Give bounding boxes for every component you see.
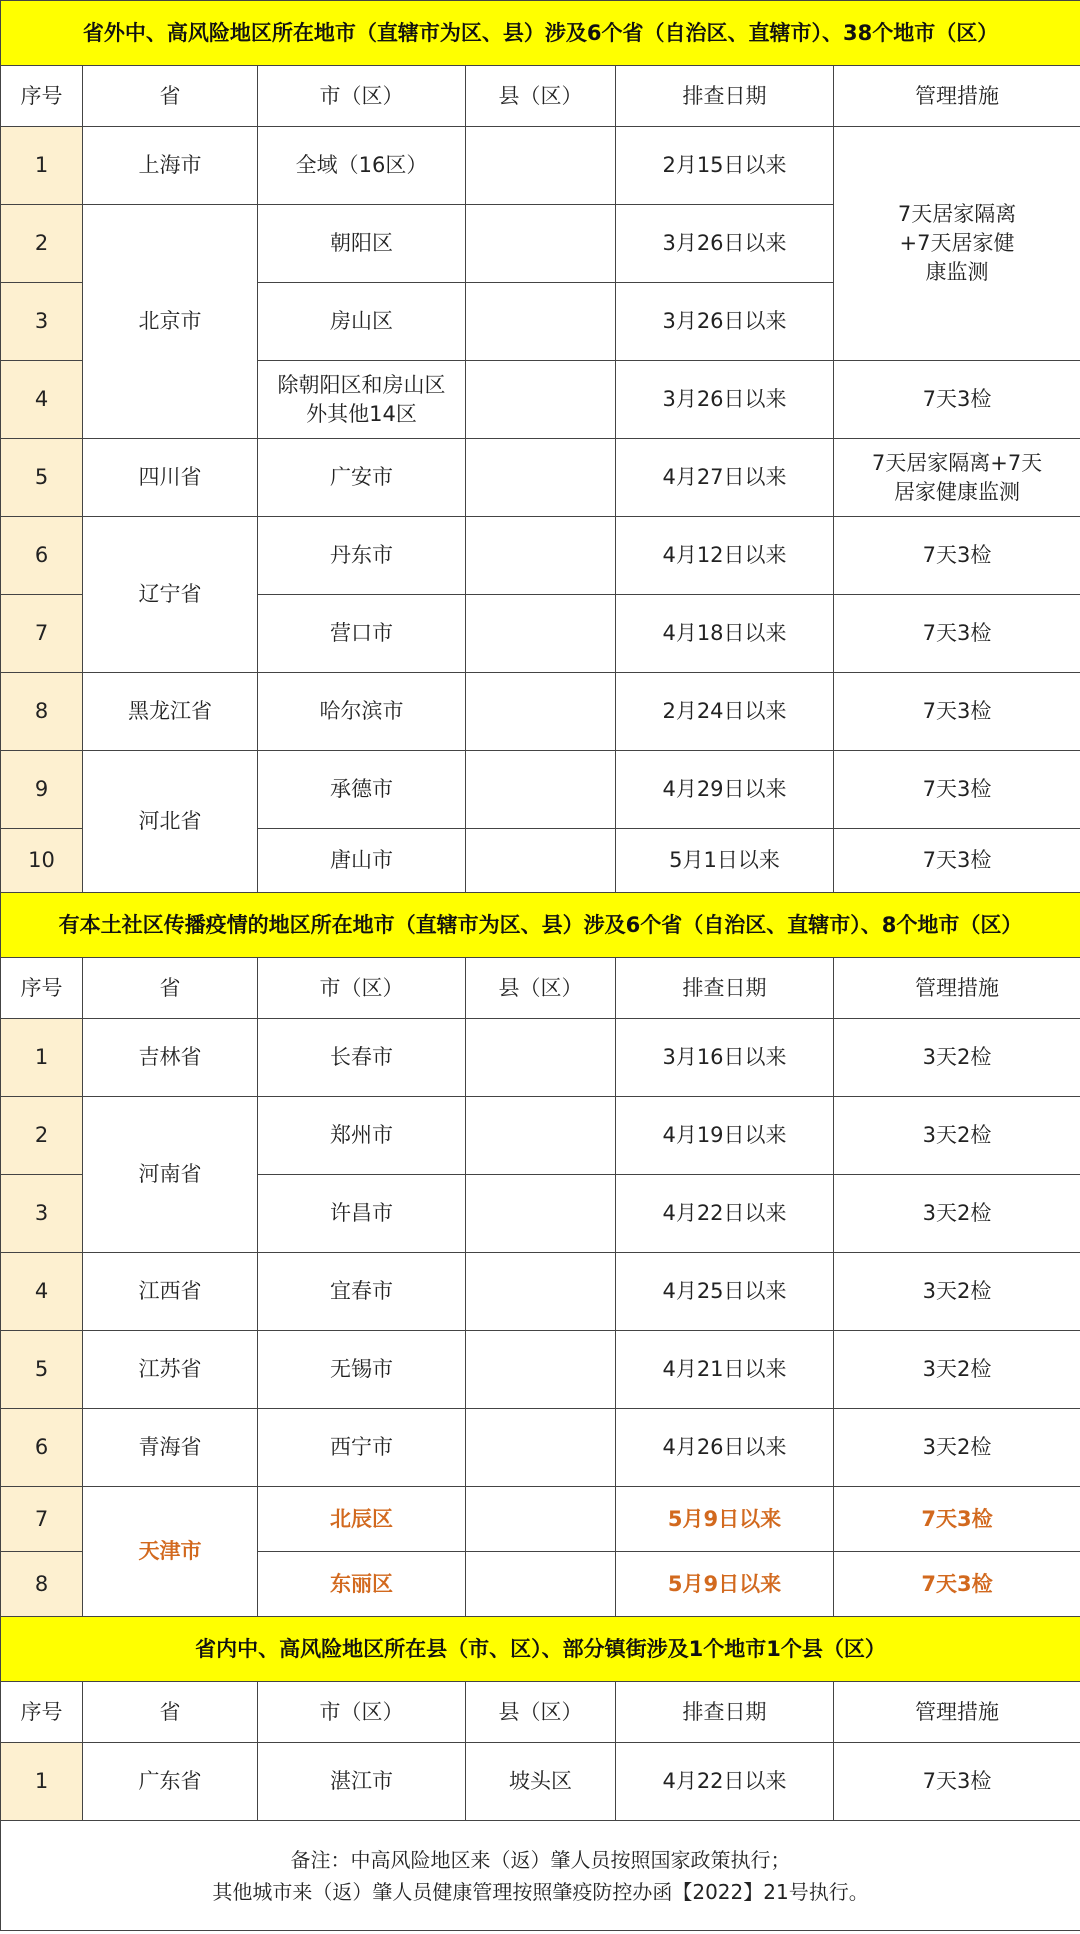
county-cell: [466, 1019, 616, 1097]
header-cell: 序号: [1, 66, 83, 127]
section-title: 省外中、高风险地区所在地市（直辖市为区、县）涉及6个省（自治区、直辖市）、38个地市（区）: [1, 1, 1080, 66]
header-cell: 序号: [1, 1682, 83, 1743]
table-row: [1, 1253, 1080, 1331]
measure-cell: 7天3检: [834, 1552, 1080, 1617]
measure-cell: 7天3检: [834, 361, 1080, 439]
city-cell: 广安市: [258, 439, 466, 517]
measure-cell: 3天2检: [834, 1409, 1080, 1487]
row-index: 5: [1, 439, 83, 517]
measure-cell: 3天2检: [834, 1097, 1080, 1175]
city-cell: 朝阳区: [258, 205, 466, 283]
county-cell: [466, 439, 616, 517]
province-cell: 青海省: [83, 1409, 258, 1487]
table-row: [1, 1097, 1080, 1175]
county-cell: [466, 1175, 616, 1253]
date-cell: 2月24日以来: [616, 673, 834, 751]
table-row: [1, 751, 1080, 829]
county-cell: [466, 283, 616, 361]
measure-cell: 7天3检: [834, 595, 1080, 673]
date-cell: 4月22日以来: [616, 1743, 834, 1821]
city-cell: 东丽区: [258, 1552, 466, 1617]
measure-cell: 7天居家隔离+7天居家健康监测: [834, 439, 1080, 517]
province-cell: 四川省: [83, 439, 258, 517]
measure-cell: 3天2检: [834, 1253, 1080, 1331]
table-row: [1, 673, 1080, 751]
province-cell: 辽宁省: [83, 517, 258, 673]
header-cell: 市（区）: [258, 1682, 466, 1743]
county-cell: [466, 595, 616, 673]
measure-cell: 7天3检: [834, 673, 1080, 751]
table-row: [1, 439, 1080, 517]
city-cell: 西宁市: [258, 1409, 466, 1487]
province-cell: 江苏省: [83, 1331, 258, 1409]
date-cell: 3月26日以来: [616, 283, 834, 361]
measure-cell: 7天3检: [834, 751, 1080, 829]
county-cell: 坡头区: [466, 1743, 616, 1821]
row-index: 8: [1, 673, 83, 751]
table-row: [1, 1019, 1080, 1097]
province-cell: 吉林省: [83, 1019, 258, 1097]
province-cell: 广东省: [83, 1743, 258, 1821]
row-index: 1: [1, 1743, 83, 1821]
date-cell: 4月22日以来: [616, 1175, 834, 1253]
row-index: 1: [1, 127, 83, 205]
county-cell: [466, 205, 616, 283]
county-cell: [466, 673, 616, 751]
city-cell: 湛江市: [258, 1743, 466, 1821]
header-row: [1, 66, 1080, 127]
city-cell: 唐山市: [258, 829, 466, 893]
header-cell: 管理措施: [834, 1682, 1080, 1743]
date-cell: 4月21日以来: [616, 1331, 834, 1409]
footnote: [1, 1821, 1080, 1931]
table-row: [1, 1743, 1080, 1821]
city-cell: 宜春市: [258, 1253, 466, 1331]
measure-cell: 3天2检: [834, 1175, 1080, 1253]
header-cell: 市（区）: [258, 66, 466, 127]
header-row: [1, 1682, 1080, 1743]
county-cell: [466, 1331, 616, 1409]
row-index: 9: [1, 751, 83, 829]
footnote-line: 其他城市来（返）肇人员健康管理按照肇疫防控办函【2022】21号执行。: [212, 1879, 869, 1904]
county-cell: [466, 127, 616, 205]
table-row: [1, 127, 1080, 205]
county-cell: [466, 1552, 616, 1617]
measure-cell: 3天2检: [834, 1019, 1080, 1097]
header-cell: 序号: [1, 958, 83, 1019]
row-index: 7: [1, 1487, 83, 1552]
date-cell: 4月25日以来: [616, 1253, 834, 1331]
row-index: 2: [1, 205, 83, 283]
date-cell: 3月16日以来: [616, 1019, 834, 1097]
row-index: 2: [1, 1097, 83, 1175]
row-index: 4: [1, 361, 83, 439]
row-index: 5: [1, 1331, 83, 1409]
date-cell: 4月12日以来: [616, 517, 834, 595]
date-cell: 3月26日以来: [616, 361, 834, 439]
table-row: [1, 1409, 1080, 1487]
city-cell: 长春市: [258, 1019, 466, 1097]
date-cell: 2月15日以来: [616, 127, 834, 205]
province-cell: 天津市: [83, 1487, 258, 1617]
header-cell: 省: [83, 958, 258, 1019]
date-cell: 4月27日以来: [616, 439, 834, 517]
measure-cell: 7天3检: [834, 517, 1080, 595]
table-row: [1, 1331, 1080, 1409]
date-cell: 4月29日以来: [616, 751, 834, 829]
city-cell: 许昌市: [258, 1175, 466, 1253]
header-cell: 省: [83, 1682, 258, 1743]
county-cell: [466, 1487, 616, 1552]
header-row: [1, 958, 1080, 1019]
measure-cell: 7天3检: [834, 1487, 1080, 1552]
province-cell: 北京市: [83, 205, 258, 439]
city-cell: 承德市: [258, 751, 466, 829]
row-index: 1: [1, 1019, 83, 1097]
row-index: 3: [1, 283, 83, 361]
section-title: 有本土社区传播疫情的地区所在地市（直辖市为区、县）涉及6个省（自治区、直辖市）、8个地市（区）: [1, 893, 1080, 958]
city-cell: 哈尔滨市: [258, 673, 466, 751]
date-cell: 4月19日以来: [616, 1097, 834, 1175]
county-cell: [466, 751, 616, 829]
date-cell: 3月26日以来: [616, 205, 834, 283]
header-cell: 排查日期: [616, 958, 834, 1019]
header-cell: 县（区）: [466, 1682, 616, 1743]
row-index: 6: [1, 517, 83, 595]
province-cell: 河北省: [83, 751, 258, 893]
header-cell: 管理措施: [834, 958, 1080, 1019]
date-cell: 5月9日以来: [616, 1552, 834, 1617]
row-index: 6: [1, 1409, 83, 1487]
row-index: 7: [1, 595, 83, 673]
county-cell: [466, 517, 616, 595]
row-index: 4: [1, 1253, 83, 1331]
city-cell: 除朝阳区和房山区外其他14区: [258, 361, 466, 439]
county-cell: [466, 361, 616, 439]
header-cell: 管理措施: [834, 66, 1080, 127]
header-cell: 县（区）: [466, 66, 616, 127]
measure-cell: 7天3检: [834, 1743, 1080, 1821]
header-cell: 县（区）: [466, 958, 616, 1019]
section-title: 省内中、高风险地区所在县（市、区）、部分镇街涉及1个地市1个县（区）: [1, 1617, 1080, 1682]
measure-cell: 7天居家隔离+7天居家健康监测: [834, 127, 1080, 361]
city-cell: 丹东市: [258, 517, 466, 595]
footnote-line: 备注：中高风险地区来（返）肇人员按照国家政策执行；: [290, 1847, 791, 1872]
province-cell: 江西省: [83, 1253, 258, 1331]
row-index: 8: [1, 1552, 83, 1617]
header-cell: 排查日期: [616, 66, 834, 127]
row-index: 3: [1, 1175, 83, 1253]
city-cell: 郑州市: [258, 1097, 466, 1175]
date-cell: 4月26日以来: [616, 1409, 834, 1487]
province-cell: 上海市: [83, 127, 258, 205]
county-cell: [466, 1097, 616, 1175]
county-cell: [466, 829, 616, 893]
county-cell: [466, 1253, 616, 1331]
row-index: 10: [1, 829, 83, 893]
city-cell: 房山区: [258, 283, 466, 361]
table-row: [1, 1487, 1080, 1552]
measure-cell: 7天3检: [834, 829, 1080, 893]
city-cell: 营口市: [258, 595, 466, 673]
date-cell: 4月18日以来: [616, 595, 834, 673]
city-cell: 全域（16区）: [258, 127, 466, 205]
table-row: [1, 517, 1080, 595]
city-cell: 北辰区: [258, 1487, 466, 1552]
date-cell: 5月9日以来: [616, 1487, 834, 1552]
province-cell: 河南省: [83, 1097, 258, 1253]
date-cell: 5月1日以来: [616, 829, 834, 893]
header-cell: 市（区）: [258, 958, 466, 1019]
city-cell: 无锡市: [258, 1331, 466, 1409]
county-cell: [466, 1409, 616, 1487]
province-cell: 黑龙江省: [83, 673, 258, 751]
header-cell: 排查日期: [616, 1682, 834, 1743]
measure-cell: 3天2检: [834, 1331, 1080, 1409]
header-cell: 省: [83, 66, 258, 127]
